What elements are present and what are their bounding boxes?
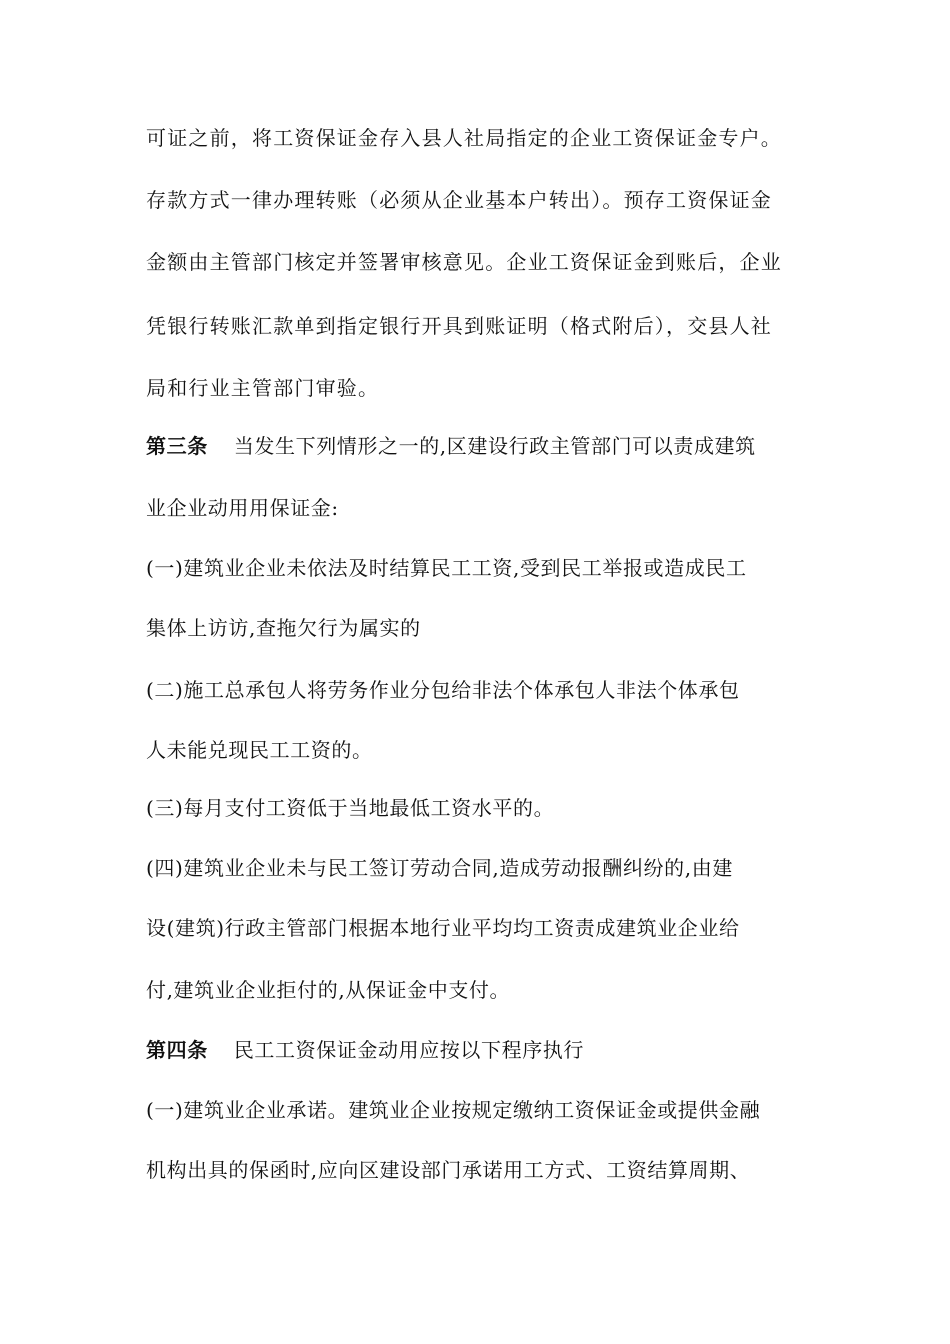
article-text: 民工工资保证金动用应按以下程序执行 — [233, 1038, 585, 1062]
text-line: (四)建筑业企业未与民工签订劳动合同,造成劳动报酬纠纷的,由建 — [146, 856, 733, 880]
text-line: 集体上访访,查拖欠行为属实的 — [146, 616, 421, 640]
text-line: 设(建筑)行政主管部门根据本地行业平均均工资责成建筑业企业给 — [146, 916, 740, 940]
text-line: 局和行业主管部门审验。 — [146, 376, 380, 400]
text-line: 业企业动用用保证金: — [146, 496, 339, 520]
article-four-line — [146, 1038, 826, 1062]
text-line: 存款方式一律办理转账（必须从企业基本户转出）。预存工资保证金 — [146, 188, 772, 212]
text-line: (一)建筑业企业未依法及时结算民工工资,受到民工举报或造成民工 — [146, 556, 747, 580]
text-line: (三)每月支付工资低于当地最低工资水平的。 — [146, 796, 555, 820]
text-line: (一)建筑业企业承诺。建筑业企业按规定缴纳工资保证金或提供金融 — [146, 1098, 761, 1122]
text-line: 可证之前，将工资保证金存入县人社局指定的企业工资保证金专户。 — [146, 126, 782, 150]
text-line: 金额由主管部门核定并签署审核意见。企业工资保证金到账后，企业 — [146, 250, 782, 274]
article-heading: 第三条 — [146, 434, 208, 458]
text-line: 人未能兑现民工工资的。 — [146, 738, 373, 762]
article-three-line — [146, 434, 826, 458]
article-text: 当发生下列情形之一的,区建设行政主管部门可以责成建筑 — [233, 434, 756, 458]
text-line: 凭银行转账汇款单到指定银行开具到账证明（格式附后），交县人社 — [146, 314, 772, 338]
article-heading: 第四条 — [146, 1038, 208, 1062]
text-line: 机构出具的保函时,应向区建设部门承诺用工方式、工资结算周期、 — [146, 1158, 751, 1182]
text-line: (二)施工总承包人将劳务作业分包给非法个体承包人非法个体承包 — [146, 678, 740, 702]
text-line: 付,建筑业企业拒付的,从保证金中支付。 — [146, 978, 511, 1002]
